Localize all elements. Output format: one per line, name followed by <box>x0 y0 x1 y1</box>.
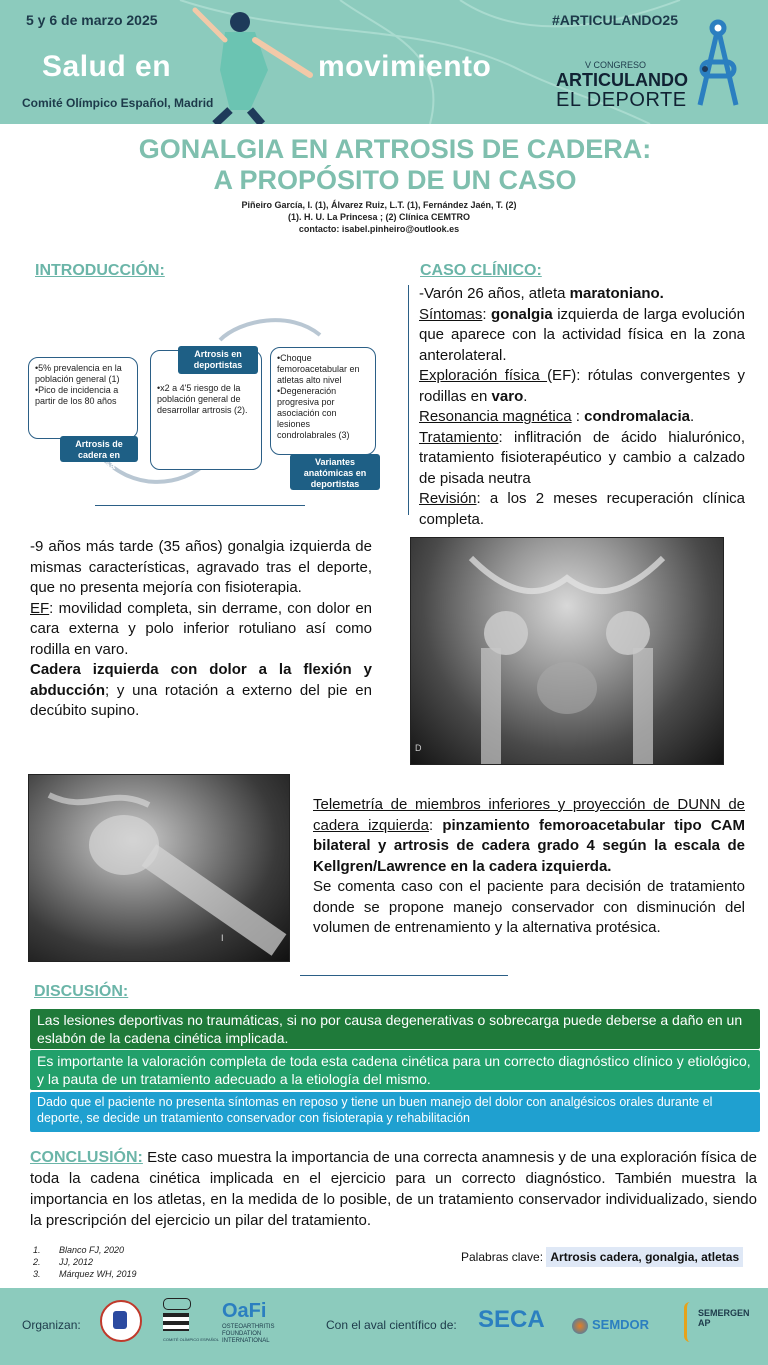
intro-box3-line1: •Choque femoroacetabular en atletas alto nivel <box>277 353 360 385</box>
congress-label: V CONGRESO <box>585 60 647 70</box>
intro-label-variants: Variantes anatómicas en deportistas <box>290 454 380 490</box>
sintomas-label: Síntomas <box>419 305 483 323</box>
ref-num-1: 1. <box>33 1245 41 1255</box>
sintomas-text: izquierda de larga evolución que aparece con la actividad física en la zona anterolateral. <box>419 305 745 364</box>
sintomas-colon: : <box>482 305 492 323</box>
event-hashtag: #ARTICULANDO25 <box>551 12 678 28</box>
poster-title-line1: GONALGIA EN ARTROSIS DE CADERA: <box>138 134 652 164</box>
imaging-colon: : <box>428 816 443 834</box>
rm-colon: : <box>571 408 585 425</box>
sintomas-bold: gonalgia <box>491 305 553 323</box>
followup-p1: -9 años más tarde (35 años) gonalgia izquierda de mismas características, agravado tras el deporte, que no presenta mejoría con fisioterapia. <box>30 538 372 596</box>
poster-title-line2: A PROPÓSITO DE UN CASO <box>213 165 577 195</box>
references-list <box>33 1244 137 1280</box>
oafi-logo-text: OaFi <box>222 1300 267 1322</box>
event-title-right: movimiento <box>318 50 492 83</box>
discussion-bar-3: Dado que el paciente no presenta síntomas en reposo y tiene un buen manejo del dolor con analgésicos orales durante el deporte, se decide un tratamiento conservador con fisioterapia y rehabilitación <box>30 1092 760 1132</box>
authors: Piñeiro García, I. (1), Álvarez Ruiz, L.T. (1), Fernández Jaén, T. (2) <box>241 200 517 210</box>
seca-logo-text: SECA <box>478 1306 545 1333</box>
ef-abbrev: (EF) <box>547 367 577 384</box>
event-title-left: Salud en <box>42 50 172 83</box>
intro-box2-line1: •x2 a 4'5 riesgo de la población general de desarrollar artrosis (2). <box>157 383 248 415</box>
case-heading: CASO CLÍNICO: <box>420 262 542 279</box>
keywords-value: Artrosis cadera, gonalgia, atletas <box>546 1247 743 1267</box>
conclusion <box>30 1147 757 1231</box>
discussion-bar-2: Es importante la valoración completa de toda esta cadena cinética para un correcto diagnóstico clínico y etiológico, y la pauta de un tratamiento adecuado a la etiología del mismo. <box>30 1050 760 1090</box>
footer-organizan: Organizan: <box>22 1318 81 1332</box>
affiliations: (1). H. U. La Princesa ; (2) Clínica CEMTRO <box>287 212 471 222</box>
case-line1: -Varón 26 años, atleta <box>419 285 570 302</box>
semdor-icon <box>572 1318 588 1334</box>
imaging-plan: Se comenta caso con el paciente para decisión de tratamiento donde se propone manejo conservador con disminución del volumen de entrenamiento y la alternativa protésica. <box>313 878 745 936</box>
intro-box3-line2: •Degeneración progresiva por asociación con lesiones condrolabrales (3) <box>277 386 350 440</box>
femur-xray-drawing <box>29 775 289 961</box>
coe-caption: COMITÉ OLÍMPICO ESPAÑOL <box>163 1337 219 1342</box>
ref-text-3: Márquez WH, 2019 <box>59 1269 137 1279</box>
ef-text: : rótulas convergentes y rodillas en <box>419 367 745 405</box>
imaging-bold: pinzamiento femoroacetabular tipo CAM bilateral y artrosis de cadera grado 4 según la escala de Kellgren/Lawrence en la cadera izquierda. <box>313 816 746 875</box>
rm-bold: condromalacia <box>584 408 690 425</box>
followup-bold: Cadera izquierda con dolor a la flexión y abducción <box>30 661 372 699</box>
ef-end: . <box>523 387 528 405</box>
intro-box1-line1: •5% prevalencia en la población general (1) <box>35 363 122 384</box>
ref-text-2: JJ, 2012 <box>59 1257 94 1267</box>
fundacion-shield-icon <box>113 1311 127 1329</box>
case-line1-bold: maratoniano. <box>569 285 664 302</box>
footer-aval: Con el aval científico de: <box>326 1318 457 1332</box>
olympic-rings-icon <box>163 1298 191 1310</box>
fundacion-logo <box>100 1300 142 1342</box>
keywords-label: Palabras clave: <box>461 1250 547 1264</box>
intro-box-variants <box>270 347 376 455</box>
keywords <box>461 1250 743 1264</box>
pelvis-xray-drawing <box>411 538 723 764</box>
conclusion-heading: CONCLUSIÓN: <box>30 1149 143 1166</box>
oafi-subtitle: OSTEOARTHRITIS FOUNDATION INTERNATIONAL <box>222 1324 275 1344</box>
coe-logo <box>163 1298 189 1332</box>
footer-banner <box>0 1288 768 1365</box>
imaging-label: Telemetría de miembros inferiores y proyección de DUNN de cadera izquierda <box>313 796 745 834</box>
semdor-logo-text: SEMDOR <box>592 1317 650 1332</box>
imaging-text <box>313 795 745 939</box>
tto-label: Tratamiento <box>419 428 499 446</box>
contact-email: contacto: isabel.pinheiro@outlook.es <box>298 224 460 234</box>
ref-num-3: 3. <box>33 1269 41 1279</box>
semergen-icon <box>684 1302 699 1342</box>
intro-box-spain <box>28 357 138 439</box>
congress-name-2: EL DEPORTE <box>556 89 687 111</box>
ef-bold: varo <box>491 387 524 405</box>
ef-label: Exploración física <box>419 367 548 384</box>
followup-p3: ; y una rotación a externo del pie en decúbito supino. <box>30 681 372 719</box>
rev-text: : a los 2 meses recuperación clínica completa. <box>419 490 745 528</box>
ref-text-1: Blanco FJ, 2020 <box>59 1245 125 1255</box>
vertical-divider <box>408 285 409 515</box>
femur-xray-marker: I <box>221 933 224 943</box>
intro-label-spain: Artrosis de cadera en España <box>60 436 138 462</box>
pelvis-xray-image <box>410 537 724 765</box>
divider-intro <box>95 505 305 506</box>
discussion-heading: DISCUSIÓN: <box>34 983 129 1000</box>
rm-end: . <box>689 408 695 425</box>
followup-ef-label: EF <box>30 599 50 617</box>
coe-flag-icon <box>163 1313 189 1331</box>
discussion-bar-1: Las lesiones deportivas no traumáticas, si no por causa degenerativas o sobrecarga puede deberse a daño en un eslabón de la cadena cinética implicada. <box>30 1009 760 1049</box>
intro-heading: INTRODUCCIÓN: <box>35 262 165 279</box>
tto-text: : inflitración de ácido hialurónico, tratamiento fisioterapéutico y cambio a calzado de pisada neutra <box>419 428 745 487</box>
congress-name-1: ARTICULANDO <box>556 70 688 90</box>
articulando-logo <box>700 22 736 105</box>
event-venue: Comité Olímpico Español, Madrid <box>22 96 214 110</box>
semergen-logo-text: SEMERGEN AP <box>698 1308 750 1328</box>
intro-box1-line2: •Pico de incidencia a partir de los 80 años <box>35 385 119 406</box>
followup-text <box>30 537 372 722</box>
rm-label: Resonancia magnética <box>419 408 572 425</box>
ref-num-2: 2. <box>33 1257 41 1267</box>
pelvis-xray-marker: D <box>415 743 422 753</box>
event-date: 5 y 6 de marzo 2025 <box>26 12 158 28</box>
rev-label: Revisión <box>419 490 477 507</box>
header-banner <box>0 0 768 124</box>
femur-xray-image <box>28 774 290 962</box>
divider-imaging <box>300 975 508 976</box>
case-text <box>419 284 745 530</box>
intro-label-athletes: Artrosis en deportistas <box>178 346 258 374</box>
conclusion-text: Este caso muestra la importancia de una correcta anamnesis y de una exploración física de toda la cadena cinética implicada en el ejercicio para un correcto diagnóstico. También muestra la importancia en los atletas, en la medida de lo posible, de un tratamiento conservador individualizado, siendo la prescripción del ejercicio un pilar del tratamiento. <box>30 1149 757 1229</box>
followup-ef-text: : movilidad completa, sin derrame, con dolor en cara externa y polo inferior rotuliano así como rodilla en varo. <box>30 599 372 658</box>
